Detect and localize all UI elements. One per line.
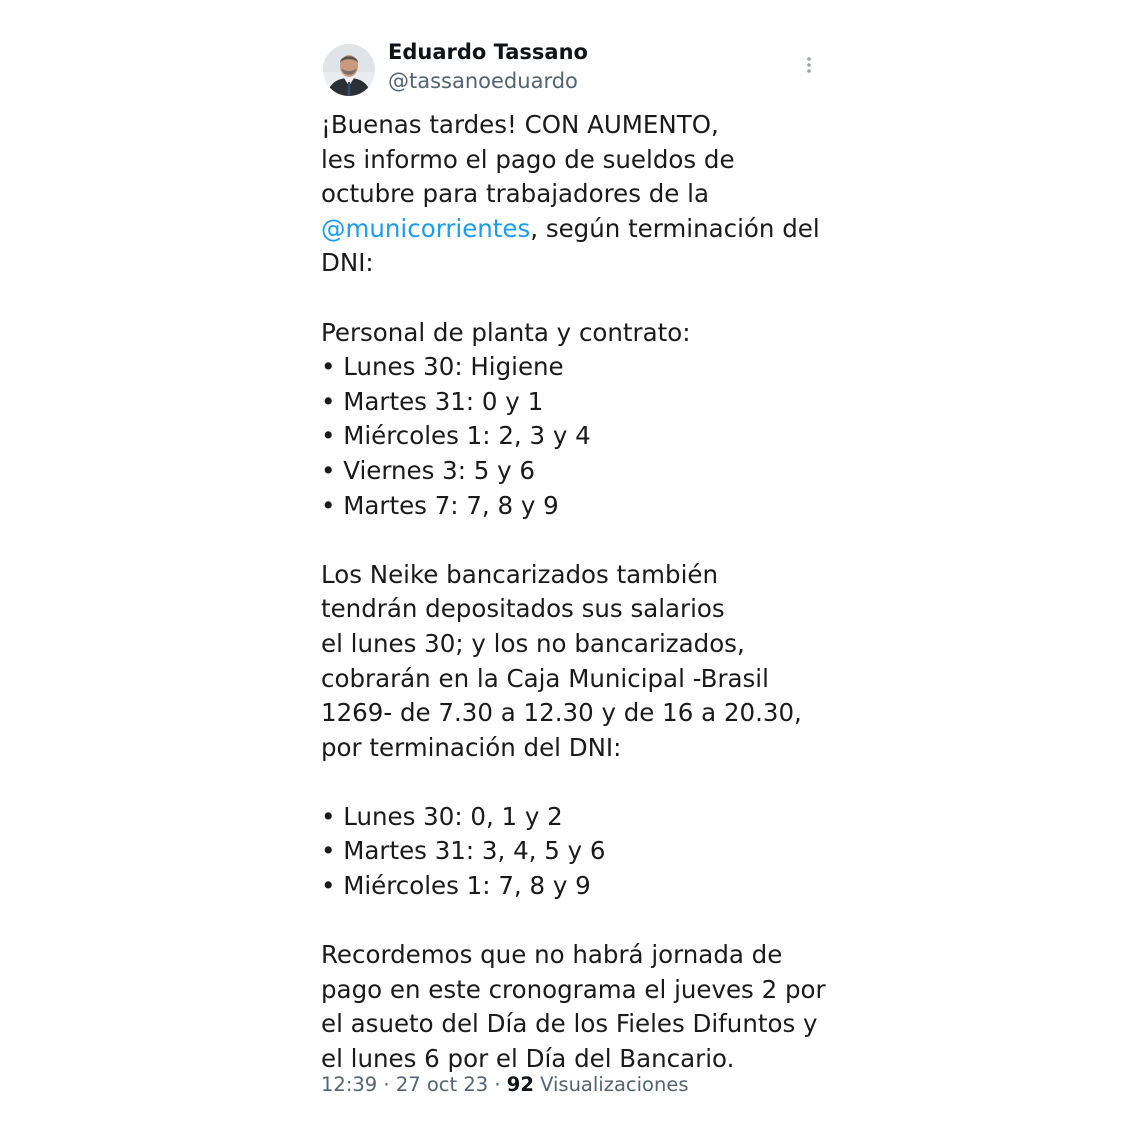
tweet-line: Recordemos que no habrá jornada de xyxy=(321,940,783,970)
list-item: • Miércoles 1: 7, 8 y 9 xyxy=(321,871,591,901)
paragraph-gap xyxy=(321,523,841,558)
mention-link[interactable]: @municorrientes xyxy=(321,213,531,243)
profile-photo xyxy=(323,44,375,96)
meta-separator: · xyxy=(488,1073,507,1096)
author-display-name[interactable]: Eduardo Tassano xyxy=(388,40,588,64)
meta-separator: · xyxy=(377,1073,396,1096)
list-item: • Martes 7: 7, 8 y 9 xyxy=(321,490,559,520)
tweet-meta xyxy=(321,1073,689,1096)
tweet-line: octubre para trabajadores de la xyxy=(321,179,709,209)
list-item: • Miércoles 1: 2, 3 y 4 xyxy=(321,421,591,451)
tweet-text xyxy=(321,108,841,1077)
views-label[interactable]: Visualizaciones xyxy=(533,1073,689,1096)
tweet-line: por terminación del DNI: xyxy=(321,732,622,762)
tweet-line: les informo el pago de sueldos de xyxy=(321,144,735,174)
views-count[interactable]: 92 xyxy=(506,1073,534,1096)
tweet-line: el asueto del Día de los Fieles Difuntos y xyxy=(321,1009,818,1039)
tweet-line: tendrán depositados sus salarios xyxy=(321,594,725,624)
tweet-line: Los Neike bancarizados también xyxy=(321,559,719,589)
tweet-line: el lunes 30; y los no bancarizados, xyxy=(321,628,745,658)
list-item: • Viernes 3: 5 y 6 xyxy=(321,455,536,485)
tweet-time[interactable]: 12:39 xyxy=(321,1073,378,1096)
tweet-line: cobrarán en la Caja Municipal -Brasil xyxy=(321,663,769,693)
paragraph-gap xyxy=(321,281,841,316)
tweet-line: DNI: xyxy=(321,248,374,278)
list-item: • Lunes 30: Higiene xyxy=(321,352,564,382)
author-handle[interactable]: @tassanoeduardo xyxy=(388,69,578,93)
avatar[interactable] xyxy=(323,44,375,96)
more-options-icon[interactable] xyxy=(799,52,819,78)
list-item: • Martes 31: 0 y 1 xyxy=(321,386,544,416)
paragraph-gap xyxy=(321,765,841,800)
tweet-line: Personal de planta y contrato: xyxy=(321,317,691,347)
tweet-line xyxy=(321,212,841,247)
tweet-line: ¡Buenas tardes! CON AUMENTO, xyxy=(321,110,719,139)
tweet-date[interactable]: 27 oct 23 xyxy=(395,1073,489,1096)
list-item: • Lunes 30: 0, 1 y 2 xyxy=(321,801,563,831)
tweet-line: pago en este cronograma el jueves 2 por xyxy=(321,974,826,1004)
tweet-line: 1269- de 7.30 a 12.30 y de 16 a 20.30, xyxy=(321,698,802,728)
paragraph-gap xyxy=(321,904,841,939)
tweet-line-text: , según terminación del xyxy=(530,213,820,243)
tweet-line: el lunes 6 por el Día del Bancario. xyxy=(321,1044,735,1074)
list-item: • Martes 31: 3, 4, 5 y 6 xyxy=(321,836,606,866)
